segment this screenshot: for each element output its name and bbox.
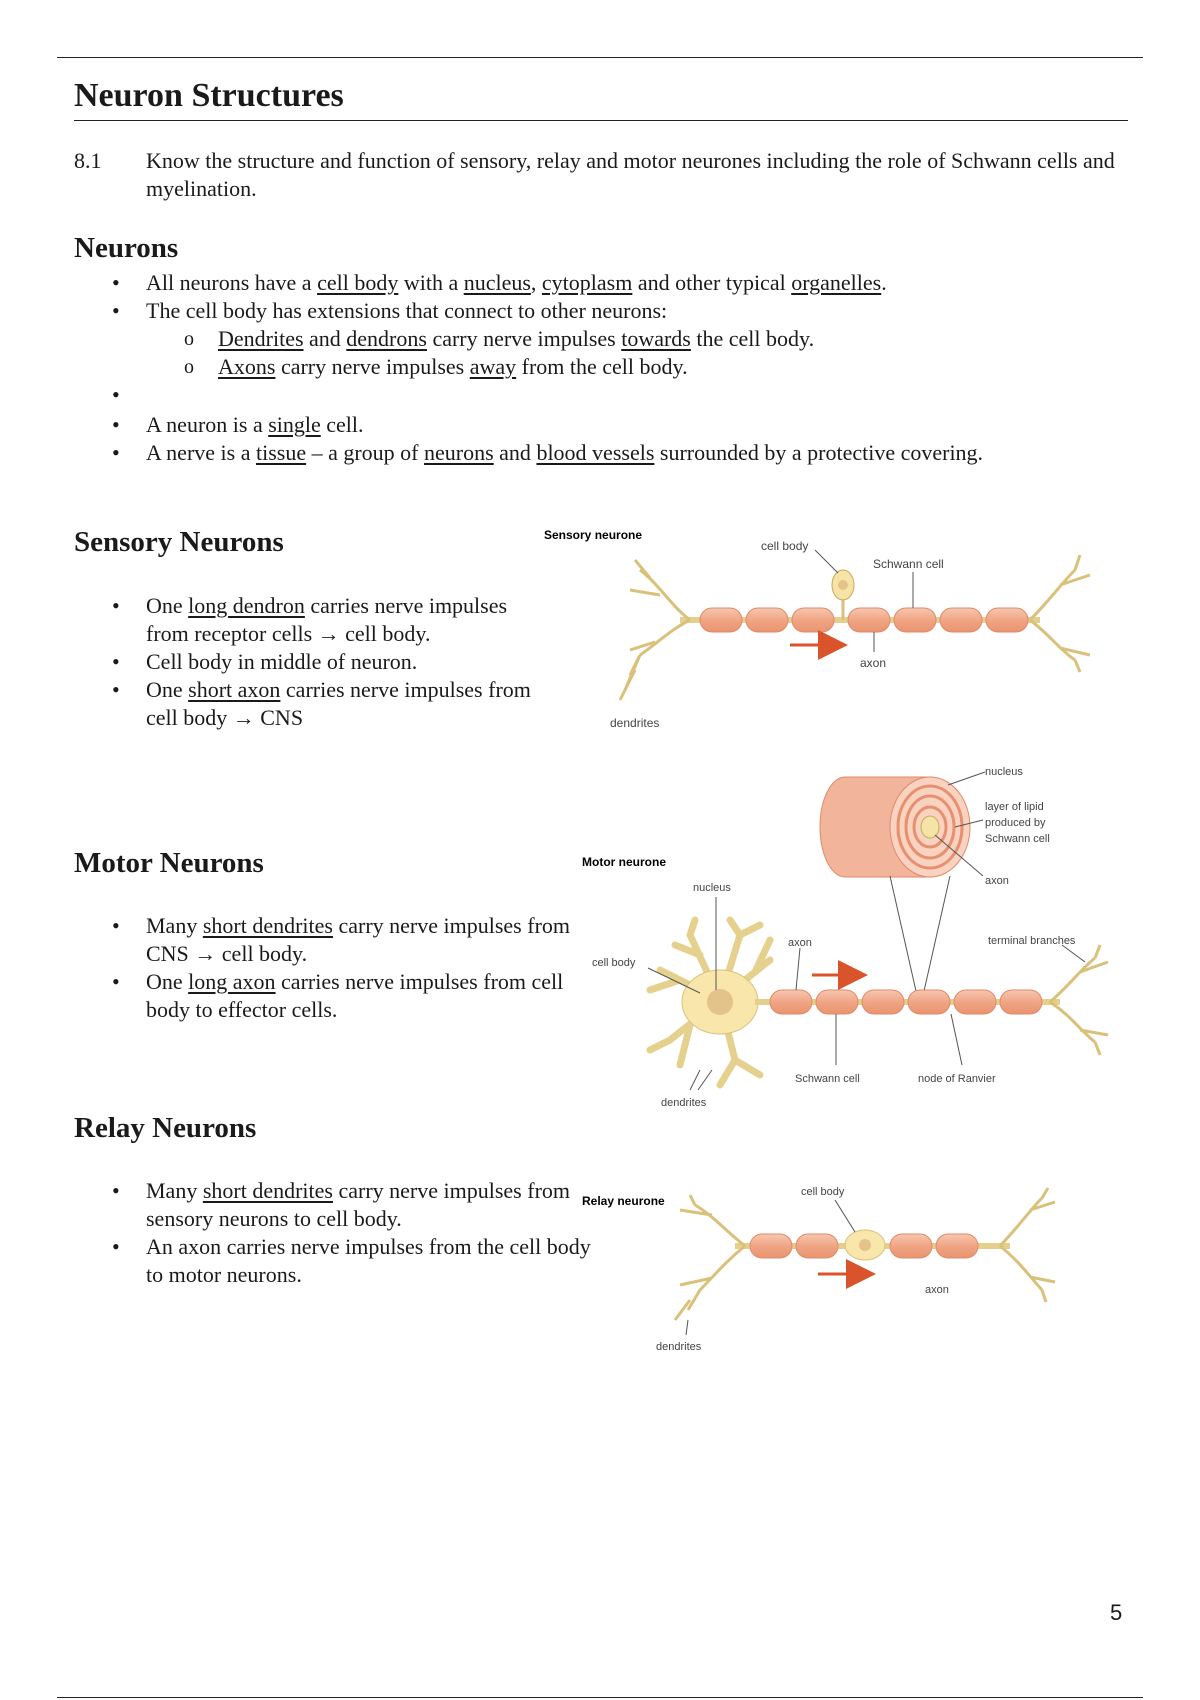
page-number: 5	[1110, 1600, 1123, 1625]
list-item: • One long axon carries nerve impulses from cell body to effector cells.	[74, 968, 594, 1024]
inset-label-axon: axon	[985, 875, 1009, 887]
neurons-heading: Neurons	[74, 232, 179, 264]
sensory-terminals	[1030, 555, 1090, 672]
motor-label-axon: axon	[788, 937, 812, 949]
list-item: • All neurons have a cell body with a nucleus, cytoplasm and other typical organelles.	[74, 269, 1154, 297]
list-item: o Axons carry nerve impulses away from the cell body.	[146, 353, 1154, 381]
list-item: • Many short dendrites carry nerve impulses from sensory neurons to cell body.	[74, 1177, 594, 1233]
spec-number: 8.1	[74, 148, 102, 173]
motor-label-node: node of Ranvier	[918, 1073, 996, 1085]
list-item: • The cell body has extensions that connect to other neurons: o Dendrites and dendrons carry nerve impulses towards the cell body. o Axons carry nerve impulses away from the cell body.	[74, 297, 1154, 381]
list-item: o Dendrites and dendrons carry nerve impulses towards the cell body.	[146, 325, 1154, 353]
list-item: • A neuron is a single cell.	[74, 411, 1154, 439]
list-item: • An axon carries nerve impulses from the cell body to motor neurons.	[74, 1233, 594, 1289]
sensory-heading: Sensory Neurons	[74, 526, 284, 558]
motor-label-dendrites: dendrites	[661, 1097, 707, 1109]
relay-dendrites	[675, 1195, 745, 1320]
sensory-label-dendrites: dendrites	[610, 716, 660, 730]
motor-diagram	[582, 855, 1108, 1109]
list-item: • Many short dendrites carry nerve impulses from CNS → cell body.	[74, 912, 594, 968]
sensory-diagram	[544, 528, 1090, 730]
list-item: • Cell body in middle of neuron.	[74, 648, 534, 676]
relay-diagram-title: Relay neurone	[582, 1194, 665, 1208]
list-item: • One short axon carries nerve impulses from cell body → CNS	[74, 676, 534, 732]
sensory-myelin	[700, 608, 1028, 632]
motor-diagram-title: Motor neurone	[582, 855, 666, 869]
myelin-inset	[820, 766, 1050, 1000]
relay-label-axon: axon	[925, 1284, 949, 1296]
inset-label-lipid-2: produced by	[985, 817, 1046, 829]
relay-diagram	[582, 1186, 1055, 1353]
sensory-label-axon: axon	[860, 656, 887, 670]
motor-heading: Motor Neurons	[74, 847, 264, 879]
relay-label-cell-body: cell body	[801, 1186, 845, 1198]
inset-label-lipid-3: Schwann cell	[985, 833, 1050, 845]
relay-heading: Relay Neurons	[74, 1112, 257, 1144]
sensory-dendrites-left	[620, 560, 690, 700]
motor-label-terminal: terminal branches	[988, 935, 1076, 947]
sensory-diagram-title: Sensory neurone	[544, 528, 643, 542]
motor-label-cell-body: cell body	[592, 957, 636, 969]
motor-label-nucleus: nucleus	[693, 882, 731, 894]
motor-label-schwann: Schwann cell	[795, 1073, 860, 1085]
list-item: • One long dendron carries nerve impulses from receptor cells → cell body.	[74, 592, 534, 648]
list-item: • A nerve is a tissue – a group of neurons and blood vessels surrounded by a protective covering.	[74, 439, 1154, 467]
spec-text: Know the structure and function of sensory, relay and motor neurones including the role of Schwann cells and myelination.	[146, 148, 1115, 201]
sensory-label-cell-body: cell body	[761, 539, 809, 553]
inset-label-lipid-1: layer of lipid	[985, 801, 1044, 813]
inset-label-nucleus: nucleus	[985, 766, 1023, 778]
relay-label-dendrites: dendrites	[656, 1341, 702, 1353]
sensory-label-schwann: Schwann cell	[873, 557, 944, 571]
bottom-rule	[57, 1697, 1143, 1698]
page-title: Neuron Structures	[74, 74, 1128, 121]
